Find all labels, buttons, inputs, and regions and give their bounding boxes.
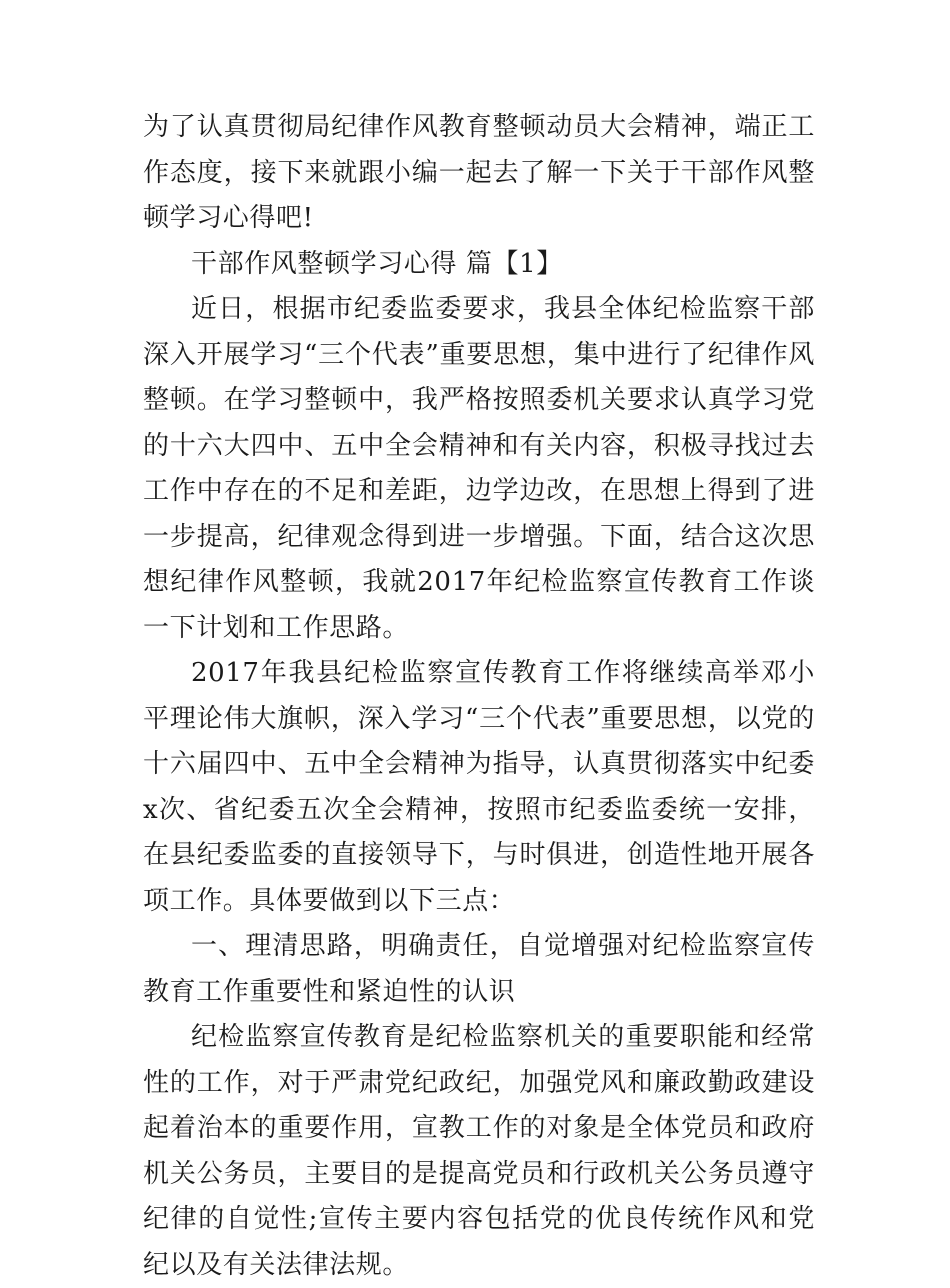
body-paragraph: 2017年我县纪检监察宣传教育工作将继续高举邓小平理论伟大旗帜，深入学习“三个代表”重要思想，以党的十六届四中、五中全会精神为指导，认真贯彻落实中纪委x次、省纪委五次全会精神，按照市纪委监委统一安排，在县纪委监委的直接领导下，与时俱进，创造性地开展各项工作。具体要做到以下三点： xyxy=(143,658,815,916)
document-body xyxy=(143,105,815,1288)
section-heading: 干部作风整顿学习心得 篇【1】 xyxy=(191,248,563,279)
point-heading: 一、理清思路，明确责任，自觉增强对纪检监察宣传教育工作重要性和紧迫性的认识 xyxy=(143,931,815,1007)
body-paragraph: 近日，根据市纪委监委要求，我县全体纪检监察干部深入开展学习“三个代表”重要思想，集中进行了纪律作风整顿。在学习整顿中，我严格按照委机关要求认真学习党的十六大四中、五中全会精神和有关内容，积极寻找过去工作中存在的不足和差距，边学边改，在思想上得到了进一步提高，纪律观念得到进一步增强。下面，结合这次思想纪律作风整顿，我就2017年纪检监察宣传教育工作谈一下计划和工作思路。 xyxy=(143,294,815,643)
body-paragraph: 纪检监察宣传教育是纪检监察机关的重要职能和经常性的工作，对于严肃党纪政纪，加强党风和廉政勤政建设起着治本的重要作用，宣教工作的对象是全体党员和政府机关公务员，主要目的是提高党员和行政机关公务员遵守纪律的自觉性;宣传主要内容包括党的优良传统作风和党纪以及有关法律法规。 xyxy=(143,1022,815,1280)
intro-paragraph: 为了认真贯彻局纪律作风教育整顿动员大会精神，端正工作态度，接下来就跟小编一起去了解一下关于干部作风整顿学习心得吧! xyxy=(143,112,815,233)
